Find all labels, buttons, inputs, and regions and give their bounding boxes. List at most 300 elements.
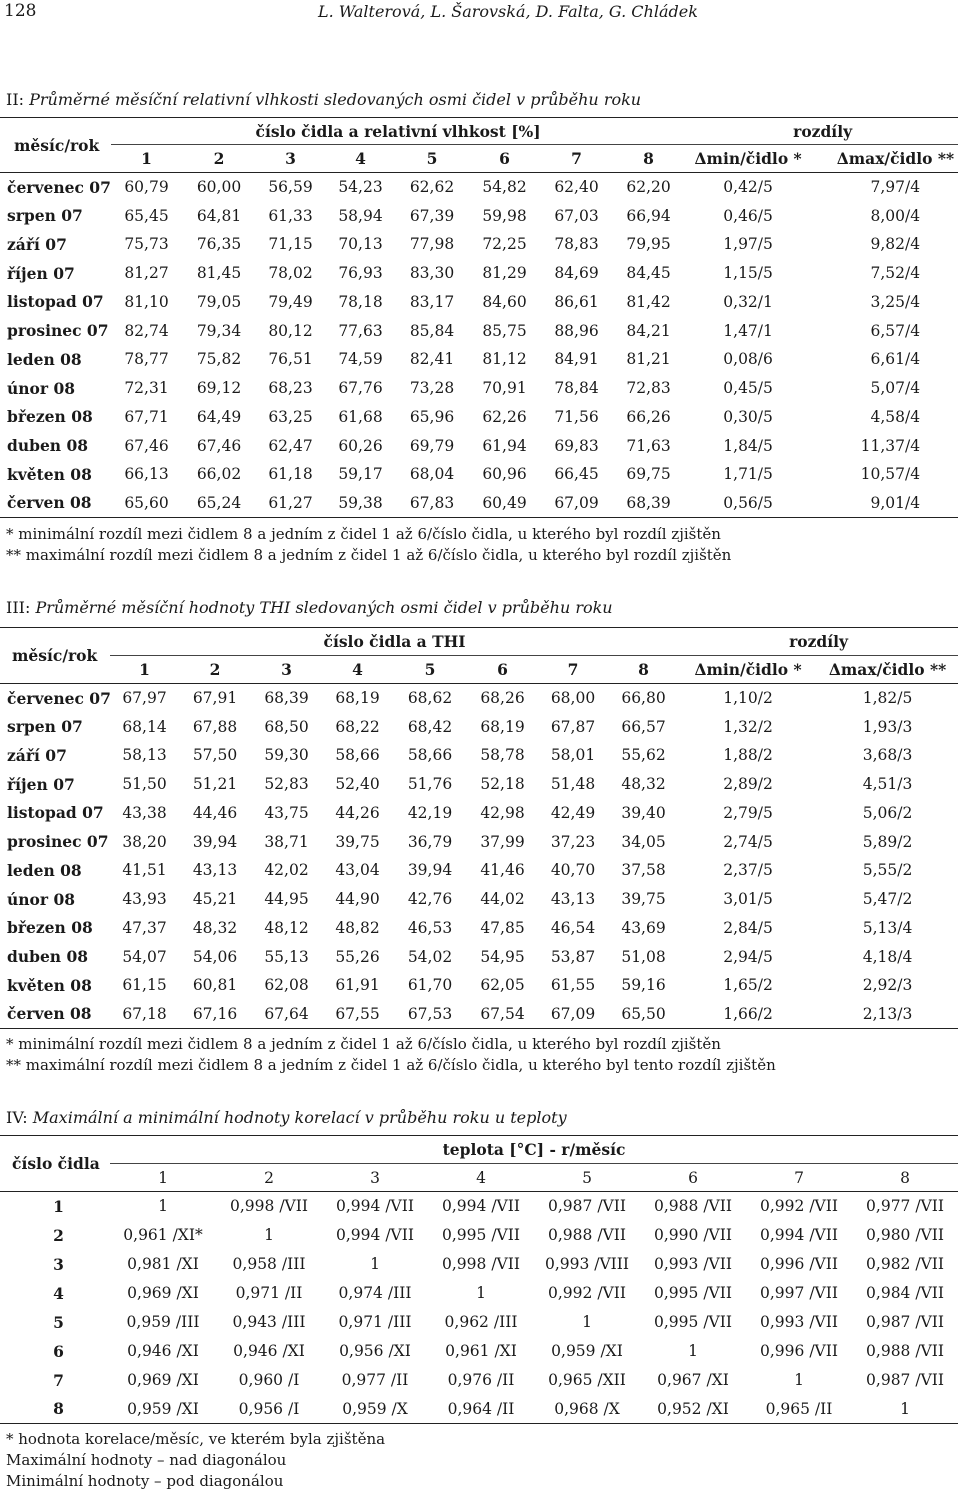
value-cell: 68,62 xyxy=(407,689,453,708)
row-label-month: listopad 07 xyxy=(7,292,104,312)
value-cell: 67,39 xyxy=(409,206,455,225)
value-cell: 42,49 xyxy=(550,803,596,822)
value-cell: 60,81 xyxy=(192,976,238,995)
row-label-month: květen 08 xyxy=(7,975,92,995)
dmin-cell: 0,56/5 xyxy=(723,493,773,512)
value-cell: 68,42 xyxy=(407,717,453,736)
value-cell: 67,16 xyxy=(192,1004,238,1023)
dmax-cell: 7,52/4 xyxy=(870,264,921,283)
value-cell: 0,992 /VII xyxy=(760,1197,838,1216)
value-cell: 70,91 xyxy=(482,379,527,398)
value-cell: 42,76 xyxy=(407,890,453,909)
value-cell: 65,45 xyxy=(124,206,169,225)
table-row xyxy=(0,885,958,914)
col-sensor-header: 3 xyxy=(281,660,292,679)
value-cell: 78,18 xyxy=(338,292,383,311)
value-cell: 68,14 xyxy=(122,717,167,736)
value-cell: 62,62 xyxy=(409,178,455,197)
value-cell: 34,05 xyxy=(621,832,666,851)
value-cell: 69,12 xyxy=(196,379,242,398)
footnote: * hodnota korelace/měsíc, ve kterém byla zjištěna xyxy=(6,1430,386,1448)
dmin-cell: 1,66/2 xyxy=(723,1004,773,1023)
value-cell: 0,974 /III xyxy=(338,1284,412,1302)
value-cell: 0,982 /VII xyxy=(866,1255,945,1273)
row-label-month: srpen 07 xyxy=(7,717,83,737)
value-cell: 69,83 xyxy=(554,436,599,455)
value-cell: 0,969 /XI xyxy=(127,1371,199,1389)
row-label-month: leden 08 xyxy=(7,349,82,369)
value-cell: 1 xyxy=(688,1342,698,1360)
value-cell: 67,83 xyxy=(409,493,455,512)
row-label-month: březen 08 xyxy=(7,407,93,427)
table-row xyxy=(0,1279,958,1308)
value-cell: 0,997 /VII xyxy=(760,1284,838,1302)
table-row xyxy=(0,316,958,345)
value-cell: 1 xyxy=(582,1313,592,1331)
value-cell: 65,50 xyxy=(621,1004,666,1023)
value-cell: 62,40 xyxy=(554,178,599,197)
row-label-month: prosinec 07 xyxy=(7,832,109,852)
value-cell: 0,995 /VII xyxy=(442,1226,520,1244)
row-label-sensor: 3 xyxy=(53,1254,64,1274)
col-diff-header: rozdíly xyxy=(685,118,958,145)
value-cell: 43,69 xyxy=(621,918,666,937)
row-label-sensor: 1 xyxy=(53,1196,64,1216)
row-label-month: květen 08 xyxy=(7,464,92,484)
footnote: Minimální hodnoty – pod diagonálou xyxy=(6,1472,284,1490)
caption-prefix: II: xyxy=(6,90,30,109)
value-cell: 0,994 /VII xyxy=(760,1226,838,1244)
value-cell: 59,38 xyxy=(338,493,383,512)
row-label-month: červen 08 xyxy=(7,1004,92,1024)
table-iii xyxy=(0,627,958,1029)
col-group-header: teplota [°C] - r/měsíc xyxy=(110,1136,958,1164)
value-cell: 56,59 xyxy=(268,178,313,197)
row-label-month: červenec 07 xyxy=(7,688,111,708)
value-cell: 77,98 xyxy=(409,235,455,254)
value-cell: 55,62 xyxy=(621,746,666,765)
value-cell: 78,83 xyxy=(554,235,599,254)
table-iii-footnotes xyxy=(6,1034,776,1076)
col-sensor-header: 4 xyxy=(355,149,366,168)
value-cell: 47,85 xyxy=(480,918,525,937)
value-cell: 1 xyxy=(900,1399,910,1418)
value-cell: 0,993 /VII xyxy=(760,1313,838,1331)
col-sensor-header: 8 xyxy=(638,660,649,679)
value-cell: 83,17 xyxy=(409,292,455,311)
value-cell: 68,04 xyxy=(409,465,455,484)
value-cell: 51,08 xyxy=(621,947,666,966)
value-cell: 76,51 xyxy=(268,350,313,369)
value-cell: 0,956 /XI xyxy=(339,1342,411,1360)
col-sensor-header: 5 xyxy=(424,660,436,679)
value-cell: 0,994 /VII xyxy=(442,1197,520,1216)
value-cell: 69,75 xyxy=(626,465,671,484)
dmin-cell: 2,94/5 xyxy=(723,947,773,966)
value-cell: 0,943 /III xyxy=(232,1313,306,1331)
value-cell: 67,09 xyxy=(554,493,599,512)
row-label-month: leden 08 xyxy=(7,860,82,880)
col-sensor-header: 1 xyxy=(141,149,152,168)
row-label-sensor: 5 xyxy=(53,1312,64,1332)
dmax-cell: 3,68/3 xyxy=(862,746,913,765)
dmax-cell: 5,07/4 xyxy=(870,379,921,398)
value-cell: 39,75 xyxy=(335,832,380,851)
value-cell: 45,21 xyxy=(192,890,238,909)
col-group-header: číslo čidla a THI xyxy=(110,628,679,656)
value-cell: 48,12 xyxy=(264,918,309,937)
dmax-cell: 5,89/2 xyxy=(862,832,913,851)
table-row xyxy=(0,770,958,799)
value-cell: 58,13 xyxy=(122,746,167,765)
value-cell: 58,94 xyxy=(338,206,383,225)
value-cell: 66,45 xyxy=(554,465,599,484)
value-cell: 88,96 xyxy=(554,321,599,340)
value-cell: 51,48 xyxy=(550,775,596,794)
table-row xyxy=(0,1308,958,1337)
value-cell: 51,50 xyxy=(122,775,167,794)
value-cell: 0,965 /XII xyxy=(548,1371,626,1389)
value-cell: 67,55 xyxy=(335,1004,380,1023)
dmin-cell: 1,88/2 xyxy=(723,746,773,765)
row-label-sensor: 2 xyxy=(53,1225,64,1245)
col-dmax-header: Δmax/čidlo ** xyxy=(836,149,955,168)
dmax-cell: 2,92/3 xyxy=(862,976,913,995)
row-label-month: říjen 07 xyxy=(7,774,75,794)
footnote: * minimální rozdíl mezi čidlem 8 a jedním z čidel 1 až 6/číslo čidla, u kterého byl rozdíl zjištěn xyxy=(6,1035,721,1053)
footnote: ** maximální rozdíl mezi čidlem 8 a jedním z čidel 1 až 6/číslo čidla, u kterého byl tento rozdíl zjištěn xyxy=(6,1056,776,1074)
col-sensor-header: 4 xyxy=(476,1168,486,1187)
value-cell: 67,71 xyxy=(124,407,169,426)
col-sensor-header: 3 xyxy=(285,149,296,168)
dmin-cell: 0,30/5 xyxy=(723,407,773,426)
col-sensor-header: 6 xyxy=(497,660,508,679)
value-cell: 66,57 xyxy=(621,717,666,736)
col-diff-header: rozdíly xyxy=(679,628,958,656)
value-cell: 61,33 xyxy=(268,206,313,225)
value-cell: 86,61 xyxy=(554,292,599,311)
value-cell: 0,956 /I xyxy=(238,1399,300,1418)
value-cell: 44,90 xyxy=(335,890,380,909)
table-ii xyxy=(0,117,958,518)
value-cell: 37,99 xyxy=(480,832,525,851)
row-label-month: červenec 07 xyxy=(7,177,111,197)
row-label-month: srpen 07 xyxy=(7,206,83,226)
value-cell: 0,977 /II xyxy=(341,1371,409,1389)
dmax-cell: 3,25/4 xyxy=(870,292,921,311)
value-cell: 0,958 /III xyxy=(232,1255,306,1273)
value-cell: 61,68 xyxy=(338,407,383,426)
table-iii-caption xyxy=(6,598,613,617)
value-cell: 58,01 xyxy=(550,746,596,765)
col-sensor-header: 1 xyxy=(139,660,150,679)
value-cell: 62,05 xyxy=(480,976,525,995)
value-cell: 68,22 xyxy=(335,717,380,736)
dmin-cell: 1,47/1 xyxy=(723,321,773,340)
value-cell: 0,959 /XI xyxy=(551,1342,623,1360)
table-row xyxy=(0,799,958,828)
value-cell: 54,23 xyxy=(338,178,383,197)
row-label-month: duben 08 xyxy=(7,436,89,456)
dmin-cell: 0,46/5 xyxy=(723,206,773,225)
value-cell: 0,965 /II xyxy=(765,1399,833,1418)
col-dmin-header: Δmin/čidlo * xyxy=(694,660,802,679)
row-label-month: únor 08 xyxy=(7,889,76,909)
row-label-month: říjen 07 xyxy=(7,263,75,283)
col-sensor-header: 4 xyxy=(352,660,363,679)
value-cell: 0,987 /VII xyxy=(866,1371,945,1389)
col-dmax-header: Δmax/čidlo ** xyxy=(828,660,947,679)
value-cell: 57,50 xyxy=(192,746,238,765)
table-ii-footnotes xyxy=(6,524,731,566)
value-cell: 61,55 xyxy=(550,976,596,995)
value-cell: 68,26 xyxy=(480,689,525,708)
authors: L. Walterová, L. Šarovská, D. Falta, G. Chládek xyxy=(318,2,698,21)
value-cell: 82,74 xyxy=(124,321,169,340)
dmin-cell: 2,79/5 xyxy=(723,803,773,822)
value-cell: 0,968 /X xyxy=(554,1399,620,1418)
table-row xyxy=(0,201,958,230)
value-cell: 72,83 xyxy=(626,379,671,398)
table-row xyxy=(0,1221,958,1250)
value-cell: 0,994 /VII xyxy=(336,1197,414,1216)
value-cell: 54,07 xyxy=(122,947,167,966)
value-cell: 39,75 xyxy=(621,890,666,909)
table-row xyxy=(0,1395,958,1424)
value-cell: 54,06 xyxy=(192,947,238,966)
value-cell: 67,88 xyxy=(192,717,238,736)
col-sensor-header: 5 xyxy=(426,149,438,168)
dmax-cell: 11,37/4 xyxy=(860,436,921,455)
value-cell: 68,39 xyxy=(626,493,671,512)
value-cell: 1 xyxy=(794,1371,804,1389)
value-cell: 39,40 xyxy=(621,803,666,822)
value-cell: 65,96 xyxy=(409,407,455,426)
value-cell: 48,32 xyxy=(192,918,238,937)
caption-title: Průměrné měsíční relativní vlhkosti sledovaných osmi čidel v průběhu roku xyxy=(29,90,642,109)
value-cell: 79,95 xyxy=(626,235,671,254)
table-row xyxy=(0,403,958,432)
value-cell: 76,35 xyxy=(196,235,242,254)
value-cell: 66,26 xyxy=(626,407,671,426)
table-row xyxy=(0,914,958,943)
value-cell: 51,76 xyxy=(407,775,453,794)
dmax-cell: 4,58/4 xyxy=(870,407,921,426)
value-cell: 37,23 xyxy=(550,832,596,851)
value-cell: 60,96 xyxy=(482,465,527,484)
row-label-month: únor 08 xyxy=(7,378,76,398)
row-label-month: březen 08 xyxy=(7,918,93,938)
dmin-cell: 2,37/5 xyxy=(723,861,773,880)
value-cell: 59,30 xyxy=(264,746,309,765)
value-cell: 0,960 /I xyxy=(238,1371,300,1389)
value-cell: 0,962 /III xyxy=(444,1313,518,1331)
value-cell: 44,95 xyxy=(264,890,309,909)
value-cell: 61,70 xyxy=(407,976,453,995)
value-cell: 71,15 xyxy=(268,235,313,254)
table-iv-footnotes xyxy=(6,1429,385,1492)
value-cell: 41,51 xyxy=(122,861,167,880)
value-cell: 64,49 xyxy=(196,407,242,426)
value-cell: 0,952 /XI xyxy=(657,1399,729,1418)
value-cell: 0,994 /VII xyxy=(336,1226,414,1244)
dmax-cell: 8,00/4 xyxy=(870,206,921,225)
value-cell: 62,26 xyxy=(482,407,527,426)
col-month-header: měsíc/rok xyxy=(12,646,98,665)
table-row xyxy=(0,230,958,259)
value-cell: 1 xyxy=(476,1284,486,1302)
table-row xyxy=(0,431,958,460)
value-cell: 0,967 /XI xyxy=(657,1371,729,1389)
value-cell: 0,971 /III xyxy=(338,1313,412,1331)
value-cell: 51,21 xyxy=(192,775,238,794)
value-cell: 54,82 xyxy=(482,178,527,197)
col-sensor-header: 8 xyxy=(643,149,654,168)
value-cell: 68,50 xyxy=(264,717,309,736)
value-cell: 58,78 xyxy=(480,746,525,765)
value-cell: 42,02 xyxy=(264,861,309,880)
dmin-cell: 1,15/5 xyxy=(723,264,773,283)
value-cell: 0,990 /VII xyxy=(654,1226,732,1244)
value-cell: 79,05 xyxy=(196,292,242,311)
value-cell: 72,31 xyxy=(124,379,169,398)
value-cell: 46,54 xyxy=(550,918,596,937)
value-cell: 71,63 xyxy=(626,436,671,455)
table-row xyxy=(0,173,958,202)
dmax-cell: 7,97/4 xyxy=(870,178,921,197)
dmin-cell: 1,10/2 xyxy=(723,689,773,708)
value-cell: 61,18 xyxy=(268,465,313,484)
value-cell: 58,66 xyxy=(407,746,453,765)
value-cell: 67,91 xyxy=(192,689,238,708)
value-cell: 84,21 xyxy=(626,321,671,340)
value-cell: 52,40 xyxy=(335,775,380,794)
value-cell: 68,39 xyxy=(264,689,309,708)
dmin-cell: 0,08/6 xyxy=(723,350,773,369)
table-row xyxy=(0,1366,958,1395)
value-cell: 0,961 /XI xyxy=(445,1342,517,1360)
value-cell: 53,87 xyxy=(550,947,596,966)
value-cell: 0,996 /VII xyxy=(760,1342,838,1360)
value-cell: 78,02 xyxy=(268,264,313,283)
value-cell: 63,25 xyxy=(268,407,313,426)
value-cell: 43,13 xyxy=(192,861,238,880)
row-label-month: listopad 07 xyxy=(7,803,104,823)
value-cell: 43,13 xyxy=(550,890,596,909)
value-cell: 38,20 xyxy=(122,832,167,851)
dmax-cell: 4,18/4 xyxy=(862,947,913,966)
value-cell: 0,977 /VII xyxy=(866,1197,945,1216)
caption-title: Maximální a minimální hodnoty korelací v průběhu roku u teploty xyxy=(32,1108,567,1127)
table-row xyxy=(0,712,958,741)
value-cell: 62,08 xyxy=(264,976,309,995)
footnote: ** maximální rozdíl mezi čidlem 8 a jedním z čidel 1 až 6/číslo čidla, u kterého byl rozdíl zjištěn xyxy=(6,546,732,564)
table-row xyxy=(0,460,958,489)
value-cell: 68,00 xyxy=(550,689,596,708)
table-row xyxy=(0,684,958,713)
value-cell: 55,26 xyxy=(335,947,380,966)
footnote: Maximální hodnoty – nad diagonálou xyxy=(6,1451,287,1469)
value-cell: 60,00 xyxy=(196,178,242,197)
col-sensor-header: 1 xyxy=(158,1168,168,1187)
value-cell: 80,12 xyxy=(268,321,313,340)
value-cell: 0,995 /VII xyxy=(654,1313,732,1331)
value-cell: 61,15 xyxy=(122,976,167,995)
value-cell: 84,91 xyxy=(554,350,599,369)
col-dmin-header: Δmin/čidlo * xyxy=(694,149,802,168)
value-cell: 60,79 xyxy=(124,178,169,197)
dmin-cell: 1,84/5 xyxy=(723,436,773,455)
page-number: 128 xyxy=(4,1,37,21)
row-label-month: září 07 xyxy=(7,234,67,254)
value-cell: 59,98 xyxy=(482,206,527,225)
dmin-cell: 3,01/5 xyxy=(723,890,773,909)
table-row xyxy=(0,288,958,317)
col-sensor-header: 3 xyxy=(370,1168,380,1187)
value-cell: 52,83 xyxy=(264,775,309,794)
table-iv-caption xyxy=(6,1108,567,1127)
value-cell: 77,63 xyxy=(338,321,383,340)
value-cell: 68,19 xyxy=(335,689,380,708)
table-row xyxy=(0,1000,958,1029)
value-cell: 58,66 xyxy=(335,746,380,765)
caption-prefix: IV: xyxy=(6,1108,33,1127)
caption-prefix: III: xyxy=(6,598,36,617)
value-cell: 38,71 xyxy=(264,832,309,851)
value-cell: 1 xyxy=(370,1255,380,1273)
value-cell: 66,94 xyxy=(626,206,671,225)
table-row xyxy=(0,1192,958,1221)
row-label-month: červen 08 xyxy=(7,493,92,513)
dmin-cell: 2,74/5 xyxy=(723,832,773,851)
value-cell: 0,984 /VII xyxy=(866,1284,945,1302)
dmin-cell: 0,42/5 xyxy=(723,178,773,197)
dmin-cell: 1,65/2 xyxy=(723,976,773,995)
value-cell: 66,02 xyxy=(196,465,242,484)
table-row xyxy=(0,942,958,971)
value-cell: 39,94 xyxy=(407,861,453,880)
value-cell: 0,998 /VII xyxy=(442,1255,520,1273)
value-cell: 74,59 xyxy=(338,350,383,369)
value-cell: 81,29 xyxy=(482,264,527,283)
value-cell: 81,21 xyxy=(626,350,671,369)
value-cell: 79,49 xyxy=(268,292,313,311)
dmin-cell: 2,89/2 xyxy=(723,775,773,794)
value-cell: 76,93 xyxy=(338,264,383,283)
table-ii-caption xyxy=(6,90,641,109)
value-cell: 42,19 xyxy=(407,803,453,822)
value-cell: 79,34 xyxy=(196,321,242,340)
value-cell: 55,13 xyxy=(264,947,309,966)
caption-title: Průměrné měsíční hodnoty THI sledovaných osmi čidel v průběhu roku xyxy=(35,598,613,617)
value-cell: 67,64 xyxy=(264,1004,309,1023)
dmin-cell: 2,84/5 xyxy=(723,918,773,937)
value-cell: 1 xyxy=(158,1197,168,1216)
value-cell: 52,18 xyxy=(480,775,525,794)
row-label-sensor: 8 xyxy=(53,1399,64,1419)
col-sensor-header: 5 xyxy=(582,1168,592,1187)
value-cell: 0,987 /VII xyxy=(548,1197,626,1216)
value-cell: 0,980 /VII xyxy=(866,1226,945,1244)
value-cell: 0,996 /VII xyxy=(760,1255,838,1273)
value-cell: 48,32 xyxy=(621,775,666,794)
value-cell: 0,998 /VII xyxy=(230,1197,308,1216)
value-cell: 67,46 xyxy=(124,436,169,455)
dmax-cell: 5,13/4 xyxy=(862,918,913,937)
value-cell: 73,28 xyxy=(409,379,455,398)
value-cell: 71,56 xyxy=(554,407,599,426)
value-cell: 44,46 xyxy=(192,803,238,822)
